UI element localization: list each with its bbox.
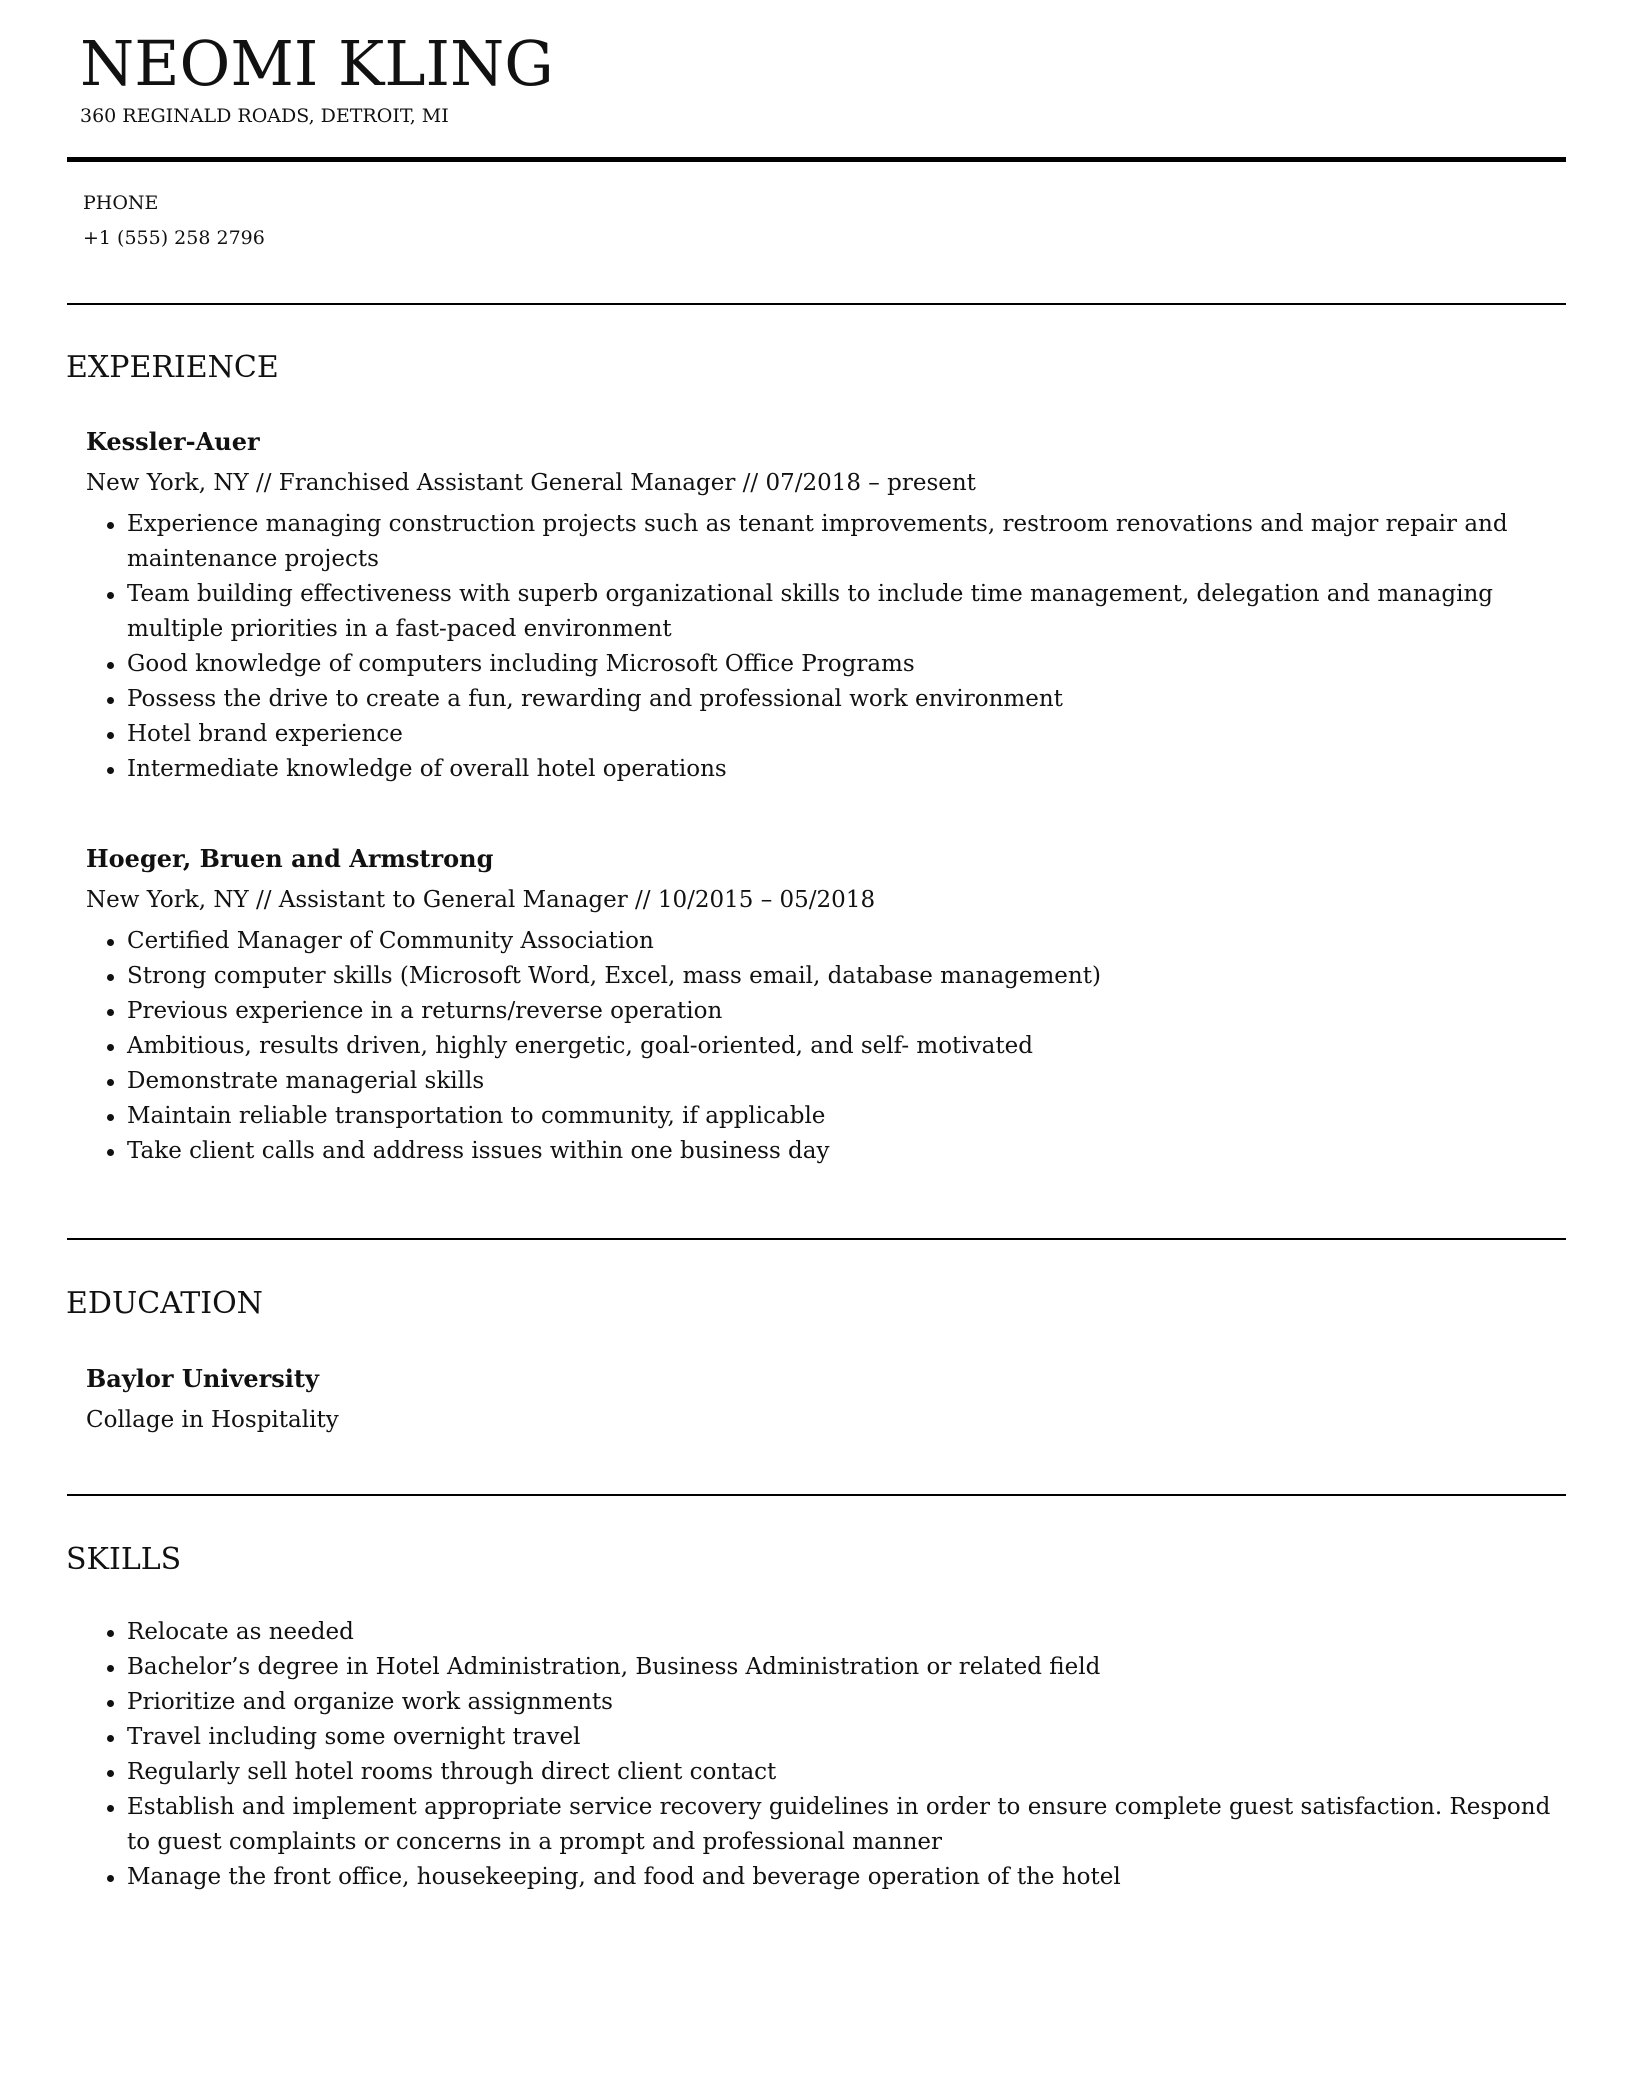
- job-company: Kessler-Auer: [86, 427, 260, 456]
- list-item: Strong computer skills (Microsoft Word, Excel, mass email, database management): [86, 959, 1557, 994]
- phone-label: PHONE: [83, 192, 159, 214]
- skills-list: [86, 1609, 1566, 1895]
- job-company: Hoeger, Bruen and Armstrong: [86, 844, 494, 873]
- list-item: Hotel brand experience: [86, 717, 1557, 752]
- list-item: Prioritize and organize work assignments: [86, 1685, 1557, 1720]
- job-meta: New York, NY // Franchised Assistant General Manager // 07/2018 – present: [86, 470, 976, 496]
- list-item: Demonstrate managerial skills: [86, 1064, 1557, 1099]
- list-item: Experience managing construction projects such as tenant improvements, restroom renovations and major repair and maintenance projects: [86, 507, 1557, 577]
- list-item: Relocate as needed: [86, 1615, 1557, 1650]
- job-entry: [86, 842, 1566, 1169]
- job-bullets: [86, 507, 1566, 787]
- section-divider: [67, 1238, 1566, 1240]
- candidate-name: NEOMI KLING: [80, 27, 554, 100]
- list-item: Take client calls and address issues within one business day: [86, 1134, 1557, 1169]
- skills-bullets: [86, 1615, 1566, 1895]
- list-item: Manage the front office, housekeeping, and food and beverage operation of the hotel: [86, 1860, 1557, 1895]
- education-entry: [86, 1362, 1566, 1438]
- job-meta: New York, NY // Assistant to General Manager // 10/2015 – 05/2018: [86, 887, 876, 913]
- list-item: Ambitious, results driven, highly energetic, goal-oriented, and self- motivated: [86, 1029, 1557, 1064]
- phone-value: +1 (555) 258 2796: [83, 227, 265, 249]
- list-item: Good knowledge of computers including Microsoft Office Programs: [86, 647, 1557, 682]
- list-item: Team building effectiveness with superb organizational skills to include time management, delegation and managing multiple priorities in a fast-paced environment: [86, 577, 1557, 647]
- list-item: Travel including some overnight travel: [86, 1720, 1557, 1755]
- list-item: Maintain reliable transportation to community, if applicable: [86, 1099, 1557, 1134]
- skills-heading: SKILLS: [66, 1542, 182, 1577]
- school-name: Baylor University: [86, 1364, 319, 1393]
- section-divider: [67, 303, 1566, 305]
- list-item: Intermediate knowledge of overall hotel operations: [86, 752, 1557, 787]
- degree: Collage in Hospitality: [86, 1407, 339, 1433]
- list-item: Establish and implement appropriate service recovery guidelines in order to ensure complete guest satisfaction. Respond to guest complaints or concerns in a prompt and professional manner: [86, 1790, 1557, 1860]
- job-entry: [86, 425, 1566, 787]
- list-item: Possess the drive to create a fun, rewarding and professional work environment: [86, 682, 1557, 717]
- list-item: Previous experience in a returns/reverse operation: [86, 994, 1557, 1029]
- section-divider: [67, 1494, 1566, 1496]
- list-item: Bachelor’s degree in Hotel Administration, Business Administration or related field: [86, 1650, 1557, 1685]
- experience-heading: EXPERIENCE: [66, 350, 279, 385]
- education-heading: EDUCATION: [66, 1286, 263, 1321]
- list-item: Certified Manager of Community Association: [86, 924, 1557, 959]
- list-item: Regularly sell hotel rooms through direct client contact: [86, 1755, 1557, 1790]
- candidate-address: 360 REGINALD ROADS, DETROIT, MI: [80, 105, 449, 127]
- header-divider: [67, 157, 1566, 162]
- job-bullets: [86, 924, 1566, 1169]
